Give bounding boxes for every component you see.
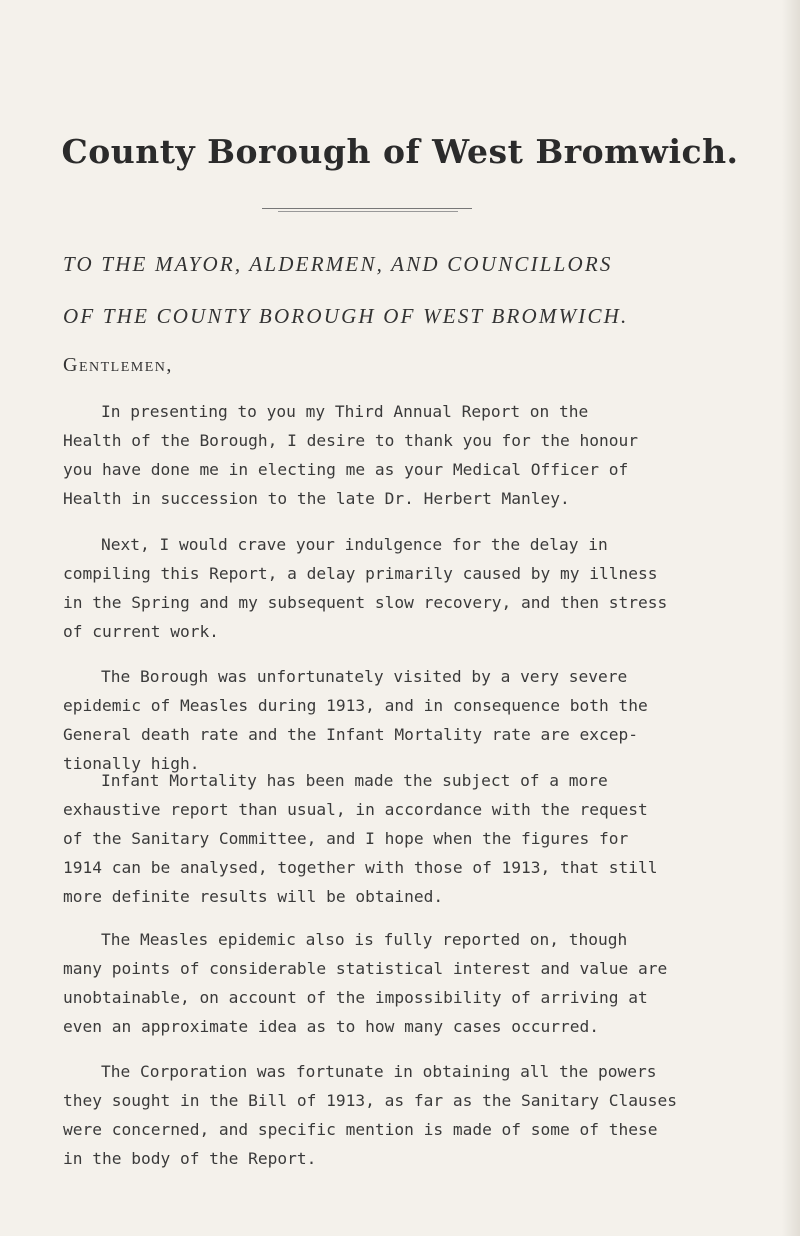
paragraph-line: The Corporation was fortunate in obtaining all the powers: [101, 1062, 657, 1081]
page-title: County Borough of West Bromwich.: [61, 132, 739, 171]
paragraph-line: Next, I would crave your indulgence for the delay in: [101, 535, 608, 554]
paragraph: [63, 662, 753, 778]
paragraph-line: unobtainable, on account of the impossibility of arriving at: [63, 988, 648, 1007]
paragraph-line: Health in succession to the late Dr. Herbert Manley.: [63, 489, 570, 508]
paragraph: [63, 766, 753, 911]
paragraph-line: were concerned, and specific mention is made of some of these: [63, 1120, 658, 1139]
paragraph-line: The Borough was unfortunately visited by a very severe: [101, 667, 628, 686]
address-line-1: TO THE MAYOR, ALDERMEN, AND COUNCILLORS: [63, 252, 613, 276]
title-divider-secondary: [278, 211, 458, 212]
page-edge-shadow: [782, 0, 800, 1236]
paragraph-line: you have done me in electing me as your Medical Officer of: [63, 460, 629, 479]
paragraph-line: exhaustive report than usual, in accordance with the request: [63, 800, 648, 819]
paragraph: [63, 925, 753, 1041]
paragraph-line: 1914 can be analysed, together with those of 1913, that still: [63, 858, 658, 877]
paragraph-line: they sought in the Bill of 1913, as far as the Sanitary Clauses: [63, 1091, 677, 1110]
paragraph-line: The Measles epidemic also is fully reported on, though: [101, 930, 628, 949]
paragraph: [63, 530, 753, 646]
paragraph-line: more definite results will be obtained.: [63, 887, 444, 906]
paragraph-line: of the Sanitary Committee, and I hope when the figures for: [63, 829, 629, 848]
salutation: Gentlemen,: [63, 354, 173, 376]
paragraph-line: epidemic of Measles during 1913, and in consequence both the: [63, 696, 648, 715]
paragraph-line: tionally high.: [63, 754, 200, 773]
paragraph: [63, 1057, 753, 1173]
paragraph-line: Infant Mortality has been made the subject of a more: [101, 771, 608, 790]
title-divider: [262, 208, 472, 209]
paragraph-line: In presenting to you my Third Annual Report on the: [101, 402, 589, 421]
paragraph-line: many points of considerable statistical interest and value are: [63, 959, 668, 978]
paragraph-line: of current work.: [63, 622, 219, 641]
paragraph-line: in the Spring and my subsequent slow recovery, and then stress: [63, 593, 668, 612]
paragraph-line: in the body of the Report.: [63, 1149, 317, 1168]
paragraph-line: even an approximate idea as to how many cases occurred.: [63, 1017, 600, 1036]
paragraph-line: compiling this Report, a delay primarily caused by my illness: [63, 564, 658, 583]
paragraph: [63, 397, 753, 513]
paragraph-line: Health of the Borough, I desire to thank you for the honour: [63, 431, 638, 450]
paragraph-line: General death rate and the Infant Mortality rate are excep-: [63, 725, 638, 744]
address-line-2: OF THE COUNTY BOROUGH OF WEST BROMWICH.: [63, 304, 629, 328]
